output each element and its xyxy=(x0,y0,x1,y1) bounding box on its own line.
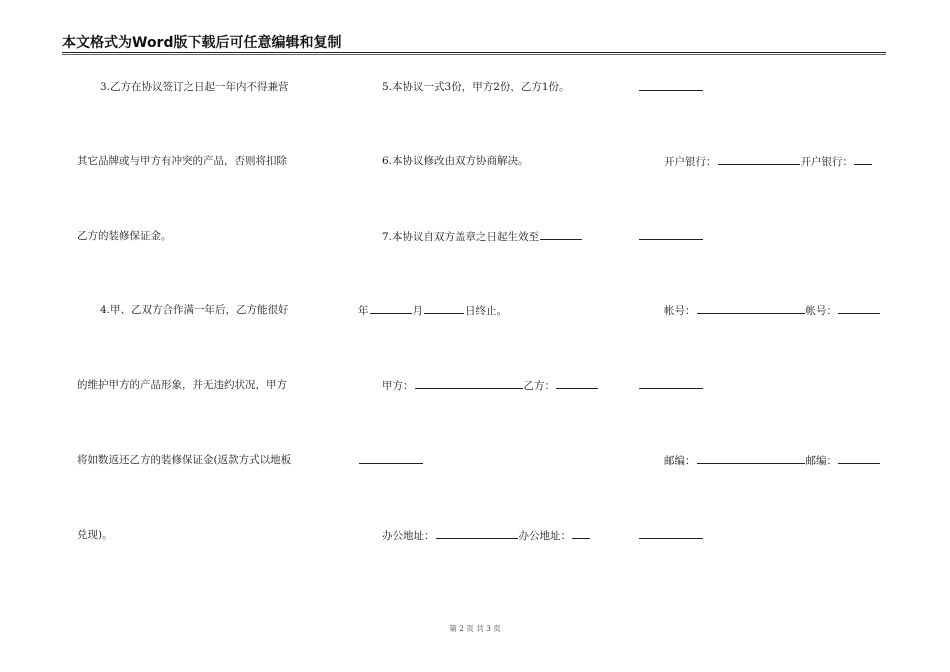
zip-a-blank[interactable] xyxy=(697,453,805,464)
col1-line-1: 3.乙方在协议签订之日起一年内不得兼营 xyxy=(100,81,289,93)
party-b-label: 乙方： xyxy=(523,380,555,392)
header-rule xyxy=(62,52,886,53)
year-label: 年 xyxy=(358,305,369,317)
col2-line-2: 6.本协议修改由双方协商解决。 xyxy=(382,155,529,167)
office-address-b-label: 办公地址： xyxy=(518,530,571,542)
col2-line-1: 5.本协议一式3份，甲方2份，乙方1份。 xyxy=(382,81,570,93)
col3-line-7 xyxy=(638,528,704,543)
month-label: 月 xyxy=(412,305,423,317)
col2-line-3 xyxy=(382,229,583,244)
col3-blank-5[interactable] xyxy=(639,378,703,389)
bank-a-label: 开户银行： xyxy=(664,156,717,168)
col1-line-5: 的维护甲方的产品形象，并无违约状况，甲方 xyxy=(77,379,287,391)
col1-line-4: 4.甲、乙双方合作满一年后，乙方能很好 xyxy=(100,304,289,316)
col3-blank-7[interactable] xyxy=(639,528,703,539)
bank-a-blank[interactable] xyxy=(718,154,800,165)
bank-b-blank[interactable] xyxy=(854,154,872,165)
col1-line-2: 其它品牌或与甲方有冲突的产品，否则将扣除 xyxy=(77,155,287,167)
col3-line-1 xyxy=(638,80,704,95)
bank-b-label: 开户银行： xyxy=(800,156,853,168)
col3-blank-1[interactable] xyxy=(639,80,703,91)
office-address-a-label: 办公地址： xyxy=(382,530,435,542)
zip-b-label: 邮编： xyxy=(805,455,837,467)
col1-line-7: 兑现)。 xyxy=(77,529,113,541)
end-month-blank[interactable] xyxy=(370,303,412,314)
zip-a-label: 邮编： xyxy=(664,455,696,467)
effective-date-label: 7.本协议自双方盖章之日起生效至 xyxy=(382,231,540,243)
col3-line-4 xyxy=(664,303,881,318)
page-number-footer: 第 2 页 共 3 页 xyxy=(449,624,501,633)
col3-line-6 xyxy=(664,453,881,468)
account-b-blank[interactable] xyxy=(838,303,880,314)
header-rule-secondary xyxy=(62,54,886,55)
office-address-b-blank[interactable] xyxy=(572,528,590,539)
day-end-label: 日终止。 xyxy=(465,305,507,317)
account-a-label: 帐号： xyxy=(664,305,696,317)
col2-line-7 xyxy=(382,528,591,543)
col3-blank-3[interactable] xyxy=(639,229,703,240)
col3-line-3 xyxy=(638,229,704,244)
col2-line-4 xyxy=(358,303,507,318)
col1-line-6: 将如数返还乙方的装修保证金(返款方式以地板 xyxy=(77,454,292,466)
col2-line-5 xyxy=(382,378,599,393)
col2-line-6 xyxy=(358,453,424,468)
document-header-title: 本文格式为Word版下载后可任意编辑和复制 xyxy=(62,35,342,51)
col1-line-3: 乙方的装修保证金。 xyxy=(77,230,172,242)
account-a-blank[interactable] xyxy=(697,303,805,314)
zip-b-blank[interactable] xyxy=(838,453,880,464)
effective-date-blank[interactable] xyxy=(540,229,582,240)
col3-line-2 xyxy=(664,154,873,169)
col2-blank-line[interactable] xyxy=(359,453,423,464)
account-b-label: 帐号： xyxy=(805,305,837,317)
office-address-a-blank[interactable] xyxy=(436,528,518,539)
party-b-blank[interactable] xyxy=(556,378,598,389)
end-day-blank[interactable] xyxy=(424,303,464,314)
col3-line-5 xyxy=(638,378,704,393)
party-a-blank[interactable] xyxy=(415,378,523,389)
party-a-label: 甲方： xyxy=(382,380,414,392)
